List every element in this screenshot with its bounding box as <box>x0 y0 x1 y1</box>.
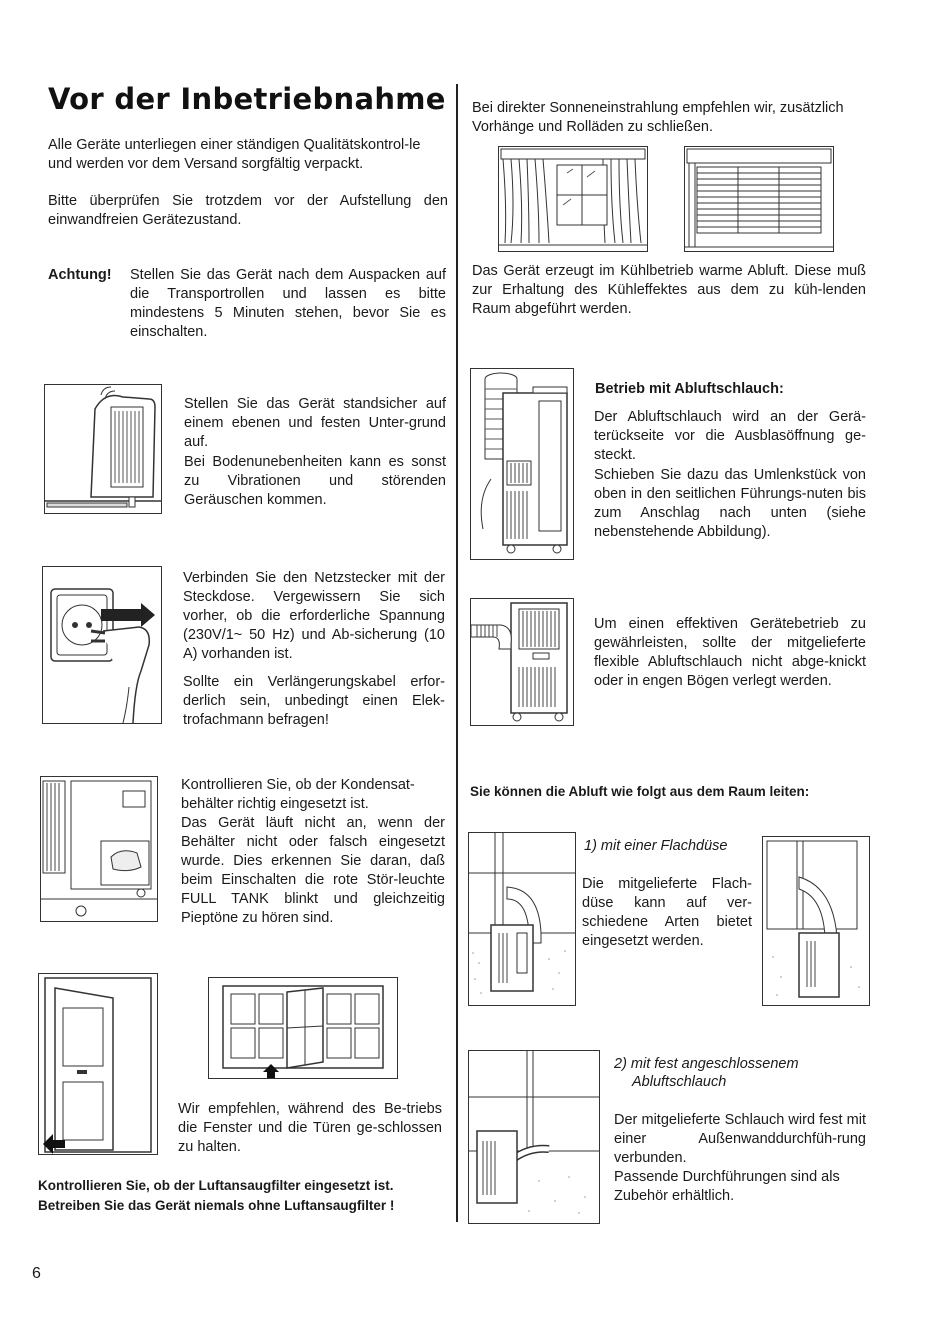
stand-text-2: Bei Bodenunebenheiten kann es sonst zu Vibrationen und störenden Geräuschen kommen. <box>184 454 446 508</box>
plug-text: Verbinden Sie den Netzstecker mit der Steckdose. Vergewissern Sie sich vorher, ob die erforderliche Spannung (230V/1~ 50 Hz) und Ab-sicherung (10 A) vorhanden ist. <box>183 570 445 662</box>
exhaust-text: Das Gerät erzeugt im Kühlbetrieb warme Abluft. Diese muß zur Erhaltung des Kühleffektes aus dem zu küh-lenden Raum abgeführt werden. <box>472 263 866 317</box>
figure-window <box>208 977 398 1079</box>
option-2-title-line-2: Abluftschlauch <box>632 1074 727 1090</box>
option-2-title-line-1: 2) mit fest angeschlossenem <box>614 1056 799 1072</box>
window-text: Wir empfehlen, während des Be-triebs die Fenster und die Türen ge-schlossen zu halten. <box>178 1101 442 1155</box>
figure-flat-nozzle-1 <box>468 832 576 1006</box>
figure-fixed-hose <box>468 1050 600 1224</box>
tank-text: Kontrollieren Sie, ob der Kondensat-behälter richtig eingesetzt ist. <box>181 777 415 812</box>
exhaust-options-heading: Sie können die Abluft wie folgt aus dem Raum leiten: <box>470 784 810 799</box>
page-number: 6 <box>32 1265 41 1282</box>
option-2-text: Der mitgelieferte Schlauch wird fest mit einer Außenwanddurchfüh-rung verbunden. <box>614 1112 866 1166</box>
hose-heading: Betrieb mit Abluftschlauch: <box>595 381 784 397</box>
page-title: Vor der Inbetriebnahme <box>48 82 446 116</box>
option-1-text: Die mitgelieferte Flach-düse kann auf ver-schiedene Arten bietet eingesetzt werden. <box>582 876 752 949</box>
stand-text: Stellen Sie das Gerät standsicher auf einem ebenen und festen Unter-grund auf. <box>184 396 446 450</box>
figure-door <box>38 973 158 1155</box>
warning-label: Achtung! <box>48 267 112 283</box>
option-1-title: 1) mit einer Flachdüse <box>584 838 728 854</box>
warning-text: Stellen Sie das Gerät nach dem Auspacken auf die Transportrollen und lassen es bitte mindestens 5 Minuten stehen, bevor Sie es einschalten. <box>130 267 446 340</box>
sun-text: Bei direkter Sonneneinstrahlung empfehlen wir, zusätzlich Vorhänge und Rolläden zu schließen. <box>472 100 844 135</box>
intro-paragraph-2: Bitte überprüfen Sie trotzdem vor der Aufstellung den einwandfreien Gerätezustand. <box>48 193 448 228</box>
option-2-text-2: Passende Durchführungen sind als Zubehör erhältlich. <box>614 1169 840 1204</box>
figure-unit-standing <box>44 384 162 514</box>
hose-text: Der Abluftschlauch wird an der Gerä-terückseite vor die Ausblasöffnung ge-steckt. <box>594 409 866 463</box>
kink-text: Um einen effektiven Gerätebetrieb zu gewährleisten, sollte der mitgelieferte flexible Abluftschlauch nicht abge-knickt oder in engen Bögen verlegt werden. <box>594 616 866 689</box>
figure-plug-socket <box>42 566 162 724</box>
figure-condensate-tank <box>40 776 158 922</box>
intro-paragraph-1: Alle Geräte unterliegen einer ständigen Qualitätskontrol-le und werden vor dem Versand sorgfältig verpackt. <box>48 137 421 172</box>
filter-warning-1: Kontrollieren Sie, ob der Luftansaugfilter eingesetzt ist. <box>38 1178 394 1193</box>
figure-flat-nozzle-2 <box>762 836 870 1006</box>
hose-text-2: Schieben Sie dazu das Umlenkstück von oben in den seitlichen Führungs-nuten bis zum Anschlag nach unten (siehe nebenstehende Abbildung). <box>594 467 866 540</box>
filter-warning-2: Betreiben Sie das Gerät niemals ohne Luftansaugfilter ! <box>38 1198 395 1213</box>
plug-text-2: Sollte ein Verlängerungskabel erfor-derlich sein, unbedingt einen Elek-trofachmann befragen! <box>183 674 445 728</box>
figure-curtains <box>498 146 648 252</box>
figure-shutters <box>684 146 834 252</box>
column-divider <box>456 84 458 1222</box>
figure-flexible-hose <box>470 598 574 726</box>
figure-hose-unit <box>470 368 574 560</box>
tank-text-2: Das Gerät läuft nicht an, wenn der Behälter nicht oder falsch eingesetzt wurde. Dies erkennen Sie daran, daß beim Einschalten die rote Stör-leuchte FULL TANK blinkt und gleichzeitig Pieptöne zu hören sind. <box>181 815 445 926</box>
